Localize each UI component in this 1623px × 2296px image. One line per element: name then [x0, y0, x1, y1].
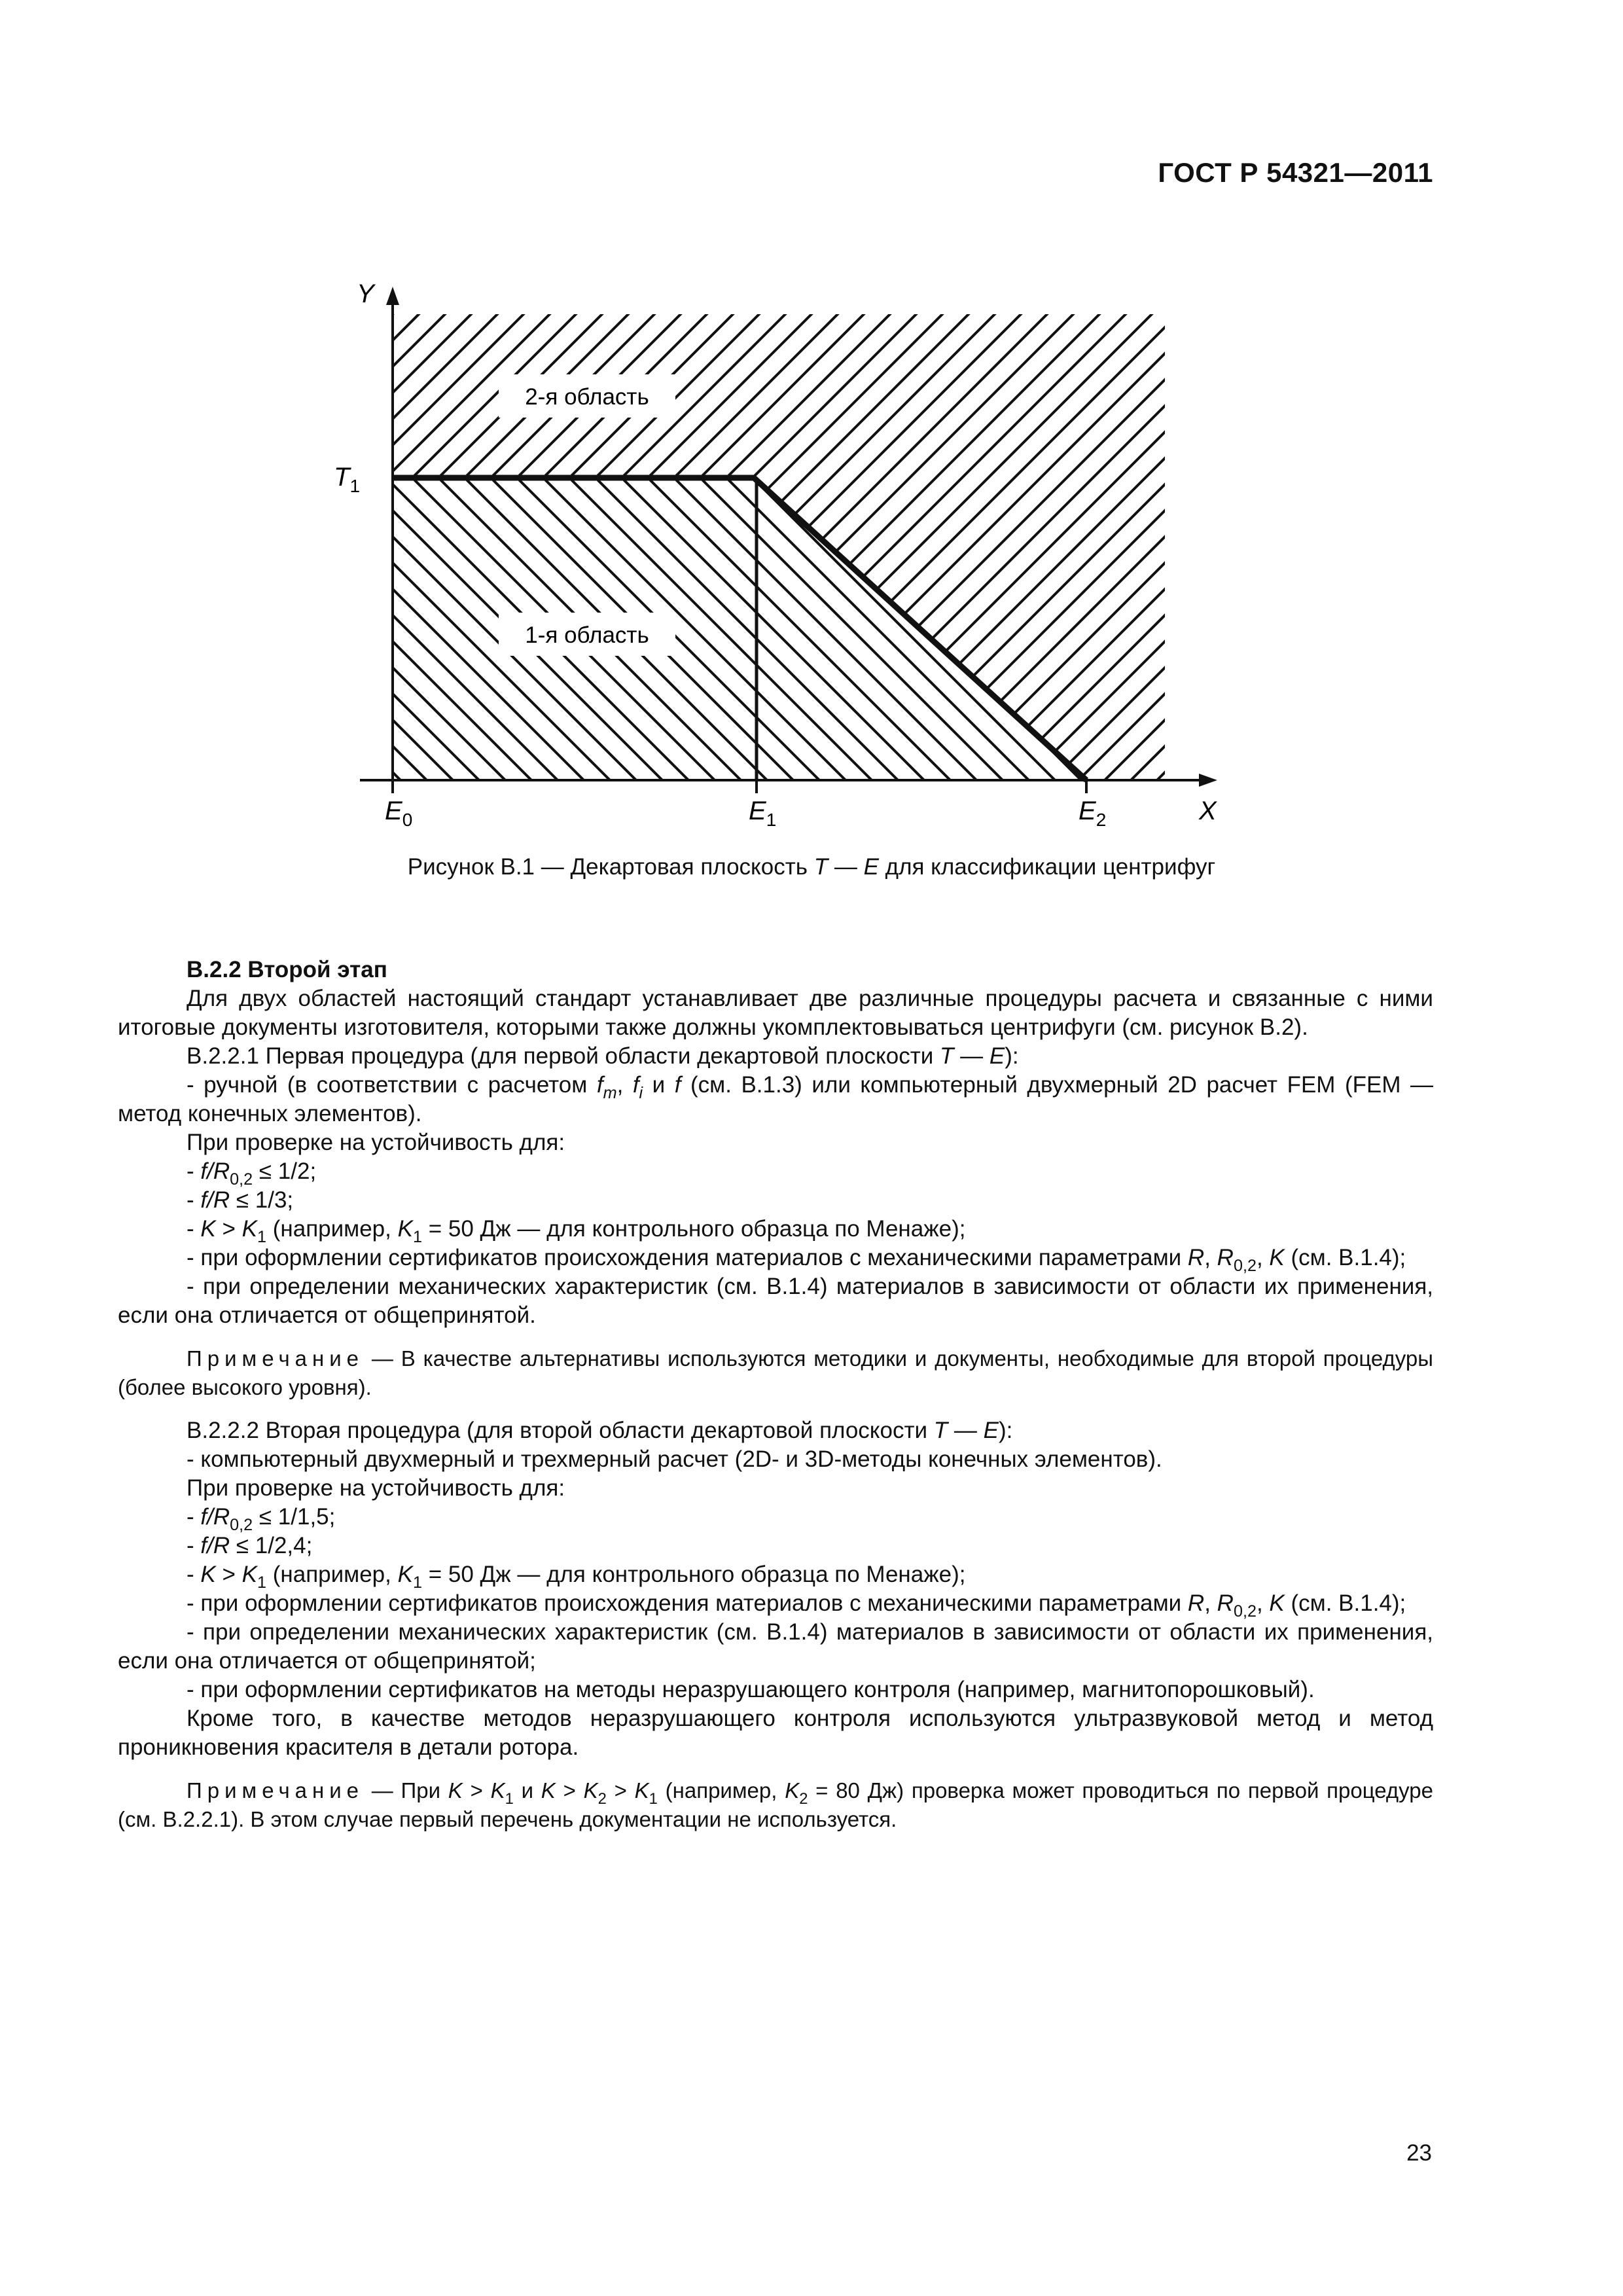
- hatch-line: [288, 275, 537, 844]
- procedure-1-check-item: - f/R ≤ 1/3;: [187, 1187, 294, 1213]
- note-1: Примечание — В качестве альтернативы используются методики и документы, необходимые для второй процедуры (более высокого уровня).: [118, 1346, 1433, 1399]
- y-axis-label: Y: [357, 279, 374, 308]
- procedure-1-check-title: При проверке на устойчивость для:: [187, 1130, 565, 1155]
- hatch-line: [995, 275, 1296, 844]
- document-standard-number: ГОСТ Р 54321—2011: [1158, 157, 1433, 188]
- hatch-line: [288, 275, 353, 844]
- procedure-1-check-item: - при оформлении сертификатов происхождения материалов с механическими параметрами R, $R_{0,2}$, K (см. В.1.4);: [187, 1245, 1406, 1275]
- hatch-line: [288, 275, 537, 844]
- hatch-line: [1230, 275, 1296, 844]
- hatch-line: [1099, 275, 1296, 844]
- region-1-label: 1-я область: [525, 622, 649, 648]
- hatch-line: [1099, 275, 1296, 844]
- procedure-2-check-item: - при оформлении сертификатов на методы неразрушающего контроля (например, магнитопорошковый).: [187, 1677, 1315, 1702]
- hatch-line: [288, 275, 798, 844]
- hatch-line: [1047, 275, 1296, 844]
- e0-label: $E_0$: [385, 797, 413, 830]
- procedure-2-extra: Кроме того, в качестве методов неразрушающего контроля используются ультразвуковой метод и метод проникновения красителя в детали ротора.: [118, 1706, 1433, 1760]
- procedure-1-title: В.2.2.1 Первая процедура (для первой области декартовой плоскости T — E):: [187, 1043, 1019, 1069]
- hatch-line: [1047, 275, 1296, 844]
- hatch-line: [890, 275, 1296, 844]
- hatch-line: [288, 275, 851, 844]
- hatch-line: [1257, 275, 1296, 844]
- hatch-line: [288, 275, 380, 844]
- procedure-2-check-item: - при определении механических характеристик (см. В.1.4) материалов в зависимости от области их применения, если она отличается от общепринятой;: [118, 1619, 1433, 1674]
- y-axis-arrowhead: [386, 287, 399, 305]
- hatch-line: [288, 275, 589, 844]
- hatch-line: [288, 275, 406, 844]
- hatch-line: [288, 275, 432, 844]
- hatch-line: [1178, 275, 1296, 844]
- procedure-1-item-manual: - ручной (в соответствии с расчетом $f_m$, $f_i$ и f (см. В.1.3) или компьютерный двухмерный 2D расчет FEM (FEM — метод конечных элементов).: [118, 1072, 1434, 1126]
- hatch-line: [785, 275, 1296, 844]
- t1-label: $T_1$: [334, 463, 361, 496]
- hatch-line: [1178, 275, 1296, 844]
- hatch-line: [785, 275, 1296, 844]
- hatch-line: [1283, 275, 1296, 844]
- hatch-line: [1257, 275, 1296, 844]
- procedure-2-check-title: При проверке на устойчивость для:: [187, 1475, 565, 1501]
- hatch-line: [288, 275, 798, 844]
- hatch-line: [288, 275, 380, 844]
- procedure-1-check-item: - $K > K_1$ (например, $K_1 = 50$ Дж — для контрольного образца по Менаже);: [187, 1216, 966, 1246]
- page-number: 23: [1406, 2140, 1432, 2166]
- region-2-hatching: [288, 275, 1296, 844]
- procedure-2-check-item: - $f/R_{0,2} \le 1/1,5$;: [187, 1504, 336, 1534]
- procedure-2-check-item: - f/R ≤ 1/2,4;: [187, 1533, 313, 1558]
- x-axis-arrowhead: [1199, 774, 1217, 787]
- hatch-line: [288, 275, 353, 844]
- hatch-line: [288, 275, 432, 844]
- intro-paragraph: Для двух областей настоящий стандарт устанавливает две различные процедуры расчета и связанные с ними итоговые документы изготовителя, которыми также должны укомплектовываться центрифуги (см. рисунок В.2).: [118, 986, 1433, 1040]
- procedure-2-item-computer: - компьютерный двухмерный и трехмерный расчет (2D- и 3D-методы конечных элементов).: [187, 1446, 1162, 1472]
- hatch-line: [942, 275, 1296, 844]
- hatch-line: [288, 275, 484, 844]
- hatch-line: [1204, 275, 1296, 844]
- procedure-2-check-item: - при оформлении сертификатов происхождения материалов с механическими параметрами R, $R_{0,2}$, K (см. В.1.4);: [187, 1590, 1406, 1621]
- hatch-line: [288, 275, 484, 844]
- x-axis-label: X: [1199, 797, 1217, 825]
- hatch-line: [288, 275, 406, 844]
- hatch-line: [942, 275, 1296, 844]
- section-heading: В.2.2 Второй этап: [187, 957, 387, 982]
- procedure-1-check-item: - $f/R_{0,2} \le 1/2$;: [187, 1158, 317, 1189]
- hatch-line: [1230, 275, 1296, 844]
- procedure-1-check-item: - при определении механических характеристик (см. В.1.4) материалов в зависимости от области их применения, если она отличается от общепринятой.: [118, 1274, 1433, 1328]
- e2-label: $E_2$: [1079, 797, 1107, 830]
- procedure-2-title: В.2.2.2 Вторая процедура (для второй области декартовой плоскости T — E):: [187, 1418, 1013, 1443]
- hatch-line: [890, 275, 1296, 844]
- hatch-line: [1283, 275, 1296, 844]
- region-2-label: 2-я область: [525, 384, 649, 410]
- hatch-line: [1204, 275, 1296, 844]
- e1-label: $E_1$: [749, 797, 777, 830]
- section-body: [118, 956, 1433, 1834]
- hatch-line: [995, 275, 1296, 844]
- hatch-line: [1152, 275, 1296, 844]
- note-2: Примечание — При $K > K_1$ и $K > K_2 > K_1$ (например, $K_2 = 80$ Дж) проверка может проводиться по первой процедуре (см. В.2.2.1). В этом случае первый перечень документации не используется.: [118, 1778, 1434, 1831]
- cartesian-plane-figure: [288, 275, 1296, 844]
- hatch-line: [1152, 275, 1296, 844]
- figure-caption: Рисунок В.1 — Декартовая плоскость T — E для классификации центрифуг: [407, 854, 1216, 880]
- procedure-2-check-item: - $K > K_1$ (например, $K_1 = 50$ Дж — для контрольного образца по Менаже);: [187, 1562, 966, 1592]
- hatch-line: [288, 275, 589, 844]
